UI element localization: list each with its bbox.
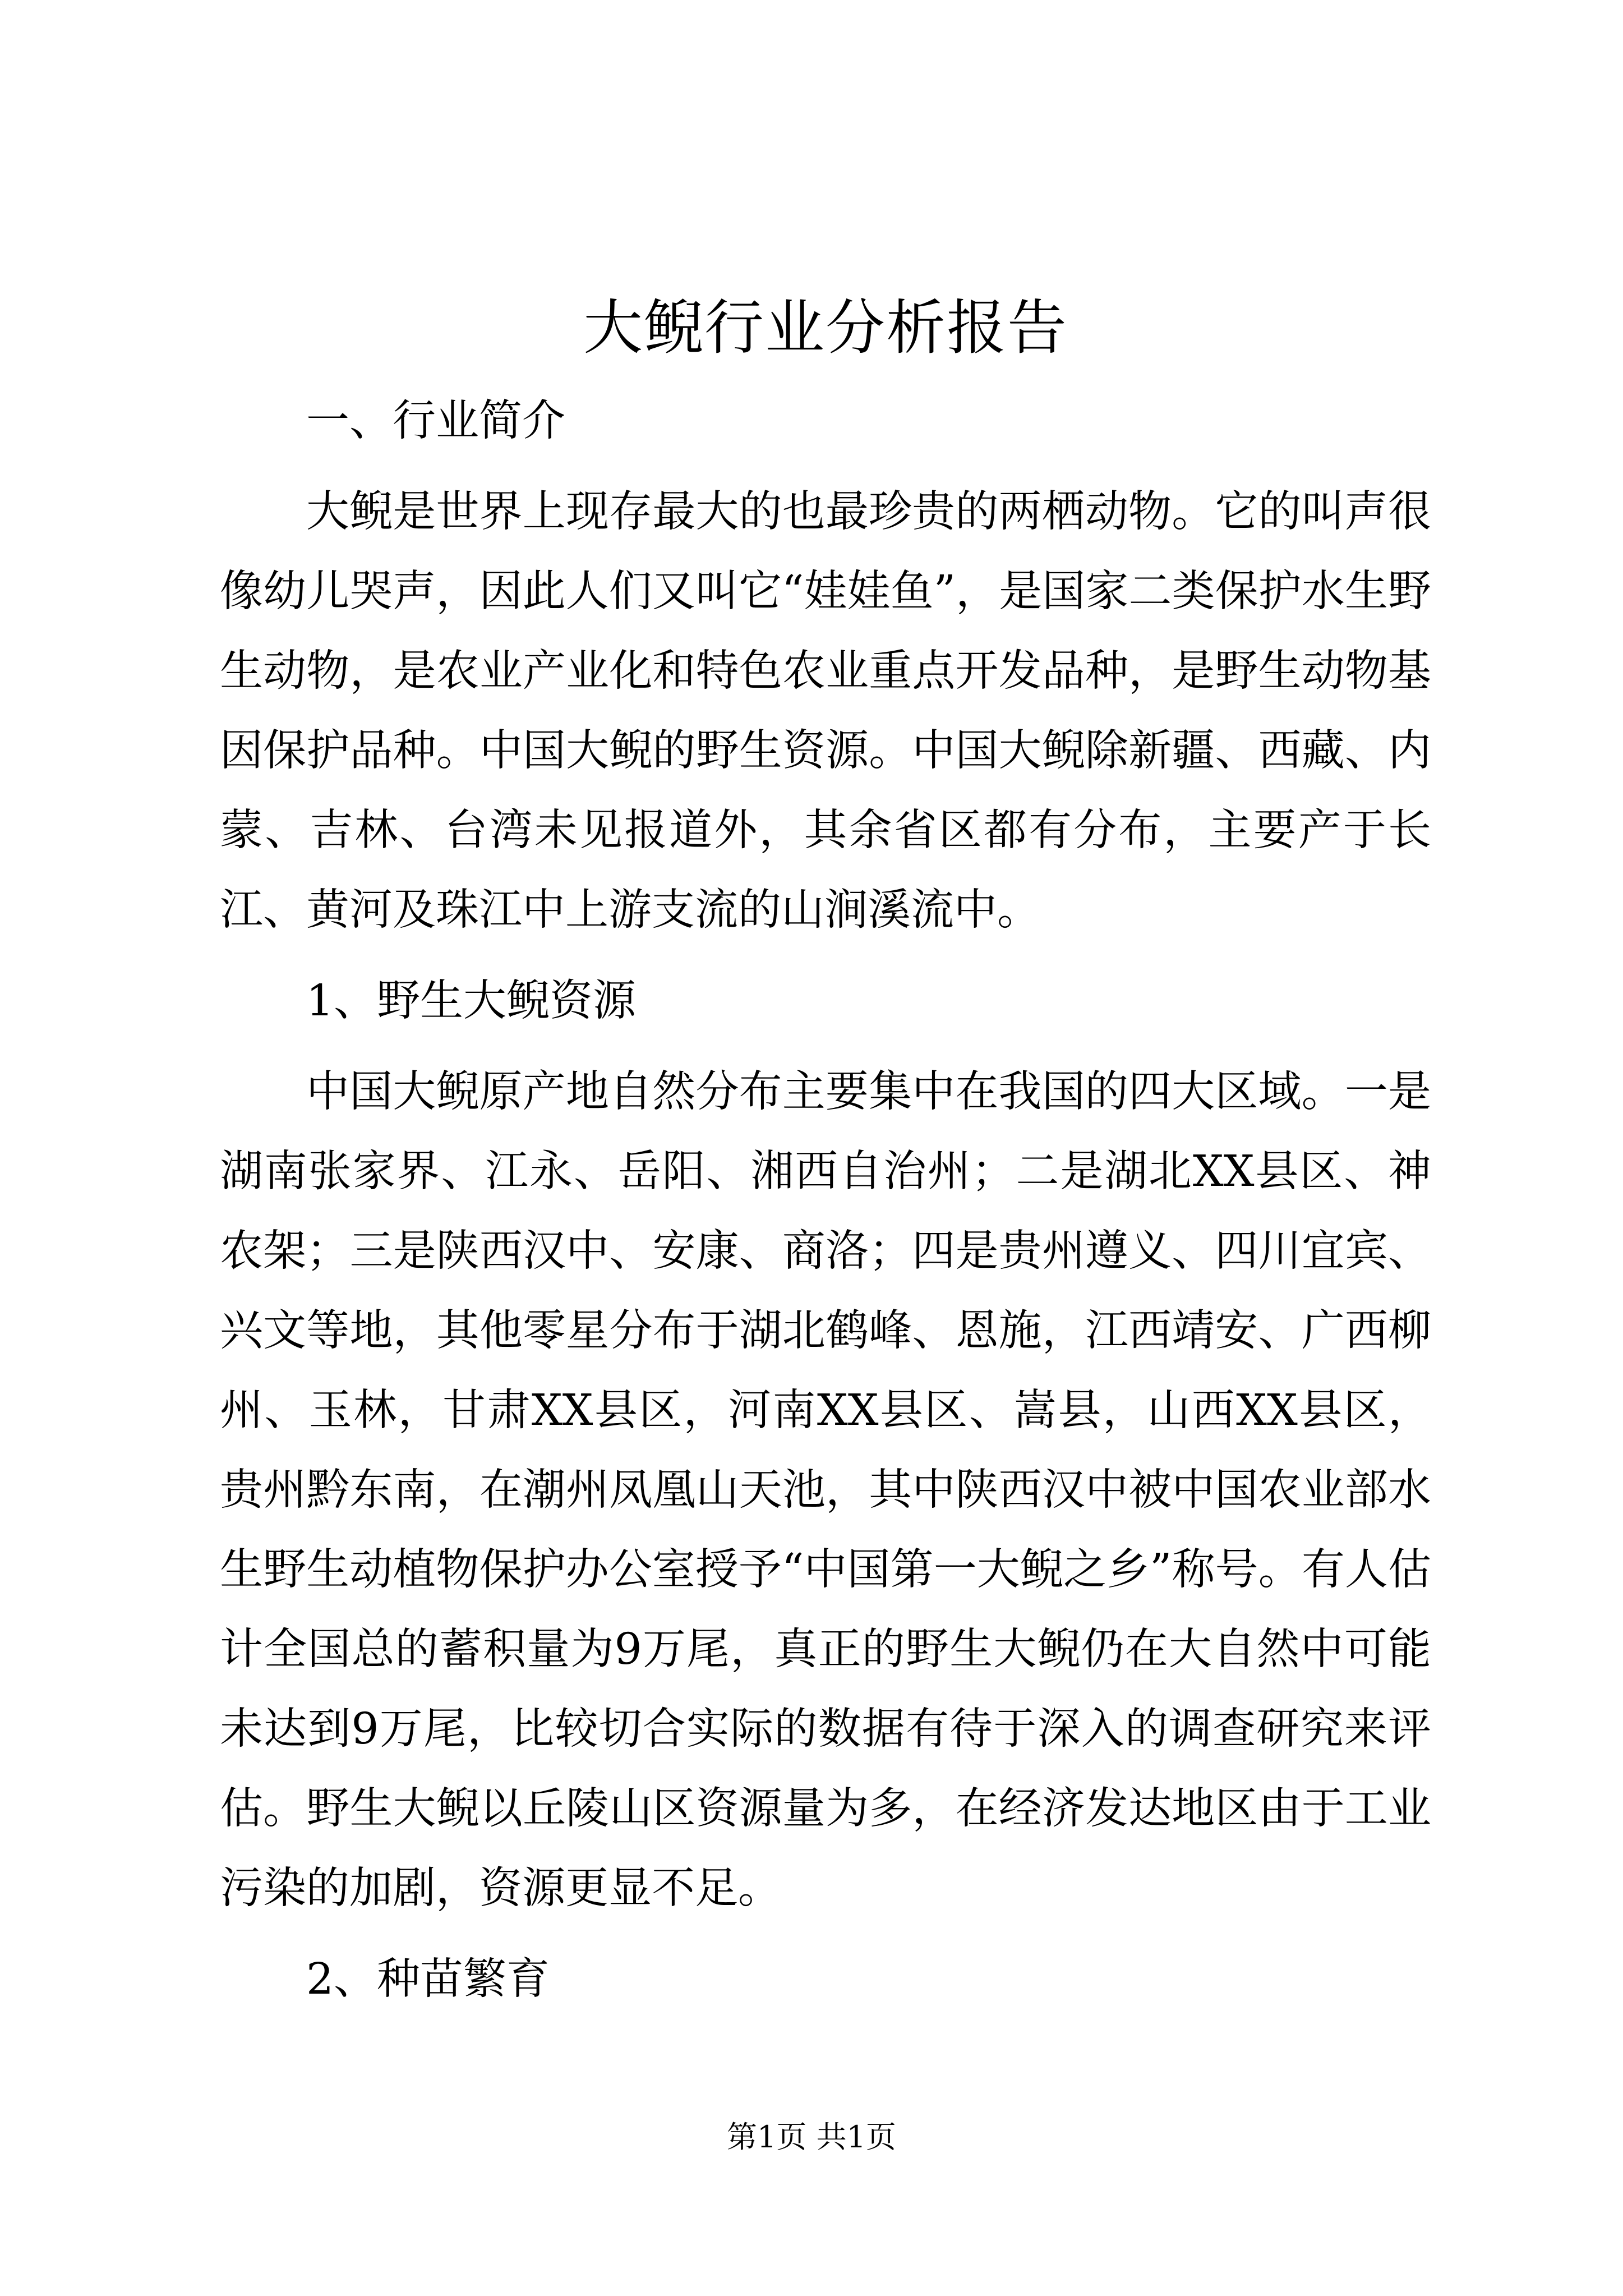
section-heading-intro: 一、行业简介 bbox=[306, 396, 565, 446]
paragraph-intro: 大鲵是世界上现存最大的也最珍贵的两栖动物。它的叫声很像幼儿哭声，因此人们又叫它“娃娃鱼”，是国家二类保护水生野生动物，是农业产业化和特色农业重点开发品种，是野生动物基因保护品种。中国大鲵的野生资源。中国大鲵除新疆、西藏、内蒙、吉林、台湾未见报道外，其余省区都有分布，主要产于长江、黄河及珠江中上游支流的山涧溪流中。 bbox=[220, 487, 1431, 935]
paragraph-wild-resources: 中国大鲵原产地自然分布主要集中在我国的四大区域。一是湖南张家界、江永、岳阳、湘西自治州；二是湖北XX县区、神农架；三是陕西汉中、安康、商洛；四是贵州遵义、四川宜宾、兴文等地，其他零星分布于湖北鹤峰、恩施，江西靖安、广西柳州、玉林，甘肃XX县区，河南XX县区、嵩县，山西XX县区，贵州黔东南，在潮州凤凰山天池，其中陕西汉中被中国农业部水生野生动植物保护办公室授予“中国第一大鲵之乡”称号。有人估计全国总的蓄积量为9万尾，真正的野生大鲵仍在大自然中可能未达到9万尾，比较切合实际的数据有待于深入的调查研究来评估。野生大鲵以丘陵山区资源量为多，在经济发达地区由于工业污染的加剧，资源更显不足。 bbox=[220, 1067, 1431, 1913]
section-heading-breeding: 2、种苗繁育 bbox=[306, 1954, 550, 2004]
document-body bbox=[220, 280, 1431, 2031]
section-heading-wild-resources: 1、野生大鲵资源 bbox=[306, 976, 636, 1026]
page-footer: 第1页 共1页 bbox=[727, 2119, 896, 2155]
document-title: 大鲵行业分析报告 bbox=[583, 293, 1068, 362]
